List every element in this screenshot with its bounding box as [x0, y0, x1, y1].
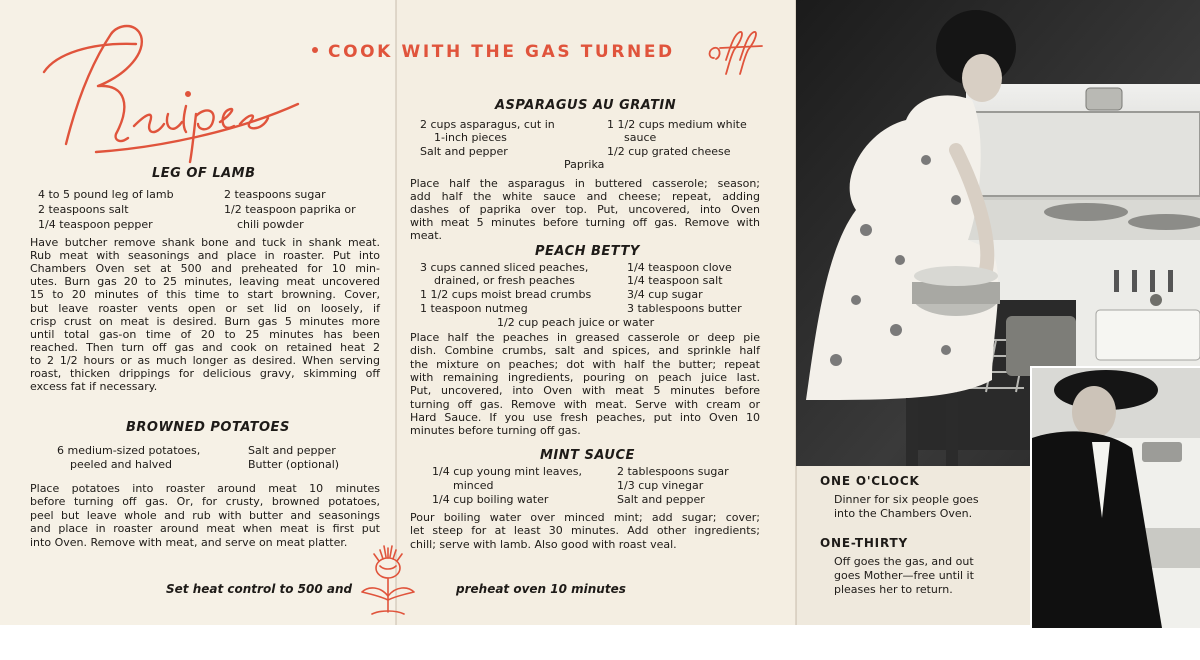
- direction-line: dashes of paprika over top. Put, uncovered, into Oven: [410, 203, 760, 217]
- one-oclock-title: ONE O'CLOCK: [820, 474, 920, 488]
- one-thirty-title: ONE-THIRTY: [820, 536, 908, 550]
- lamb-ingredient: chili powder: [237, 218, 304, 231]
- peach-ingredient: 3 tablespoons butter: [627, 302, 742, 315]
- direction-line: Place half the peaches in greased casserole or deep pie: [410, 331, 760, 344]
- asparagus-ingredient: 1 1/2 cups medium white: [607, 118, 747, 131]
- direction-line: with meat 5 minutes before turning off gas. Remove with: [410, 216, 760, 230]
- direction-line: into Oven. Remove with meat, and serve on meat platter.: [30, 535, 348, 549]
- direction-line: reached. Then turn off gas and cook on retained heat 2: [30, 340, 380, 354]
- mint-ingredient: Salt and pepper: [617, 493, 705, 506]
- peach-ingredient: drained, or fresh peaches: [434, 274, 575, 287]
- direction-line: chill; serve with lamb. Also good with roast veal.: [410, 537, 677, 551]
- flower-ornament-icon: [350, 540, 426, 620]
- footer-right: preheat oven 10 minutes: [456, 582, 626, 596]
- direction-line: let steep for at least 30 minutes. Add other ingredients;: [410, 524, 760, 538]
- direction-line: Rub meat with seasonings and place in roaster. Put into: [30, 249, 380, 263]
- direction-line: turning off gas. Remove with meat. Serve with cream or: [410, 397, 760, 411]
- bullet-dot: [312, 47, 318, 53]
- direction-line: Place potatoes into roaster around meat 10 minutes: [30, 482, 380, 495]
- one-thirty-line: pleases her to return.: [834, 583, 953, 596]
- footer-left: Set heat control to 500 and: [166, 582, 353, 596]
- direction-line: meat.: [410, 229, 443, 243]
- mint-sauce-title: MINT SAUCE: [540, 448, 635, 463]
- asparagus-ingredient: Salt and pepper: [420, 145, 508, 158]
- direction-line: crisp crust on meat is desired. Burn gas 5 minutes more: [30, 314, 380, 328]
- potato-ingredient: 6 medium-sized potatoes,: [57, 444, 201, 457]
- peach-betty-title: PEACH BETTY: [535, 244, 640, 259]
- direction-line: peel but leave whole and rub with butter and seasonings: [30, 508, 380, 522]
- leg-of-lamb-title: LEG OF LAMB: [152, 166, 256, 181]
- direction-line: utes. Burn gas 20 to 25 minutes, leaving meat uncovered: [30, 275, 380, 289]
- asparagus-ingredient: sauce: [624, 131, 657, 144]
- direction-line: add half the white sauce and cheese; repeat, adding: [410, 190, 760, 204]
- potato-ingredient: Butter (optional): [248, 458, 340, 471]
- direction-line: before turning off gas. Or, for crusty, browned potatoes,: [30, 495, 380, 509]
- lamb-ingredient: 2 teaspoons sugar: [224, 188, 326, 201]
- direction-line: minutes before turning off gas.: [410, 424, 581, 438]
- one-thirty-line: goes Mother—free until it: [834, 569, 974, 582]
- asparagus-ingredient: 1/2 cup grated cheese: [607, 145, 731, 158]
- lamb-ingredient: 4 to 5 pound leg of lamb: [38, 188, 174, 201]
- direction-line: with remaining ingredients, pouring on peach juice last.: [410, 370, 760, 384]
- asparagus-title: ASPARAGUS AU GRATIN: [495, 98, 677, 113]
- direction-line: Place half the asparagus in buttered casserole; season;: [410, 177, 760, 190]
- direction-line: and place in roaster around meat when meat is first put: [30, 522, 380, 536]
- inset-photo: [1030, 366, 1200, 628]
- peach-ingredient: 1/4 teaspoon clove: [627, 261, 732, 274]
- mint-ingredient: 1/4 cup boiling water: [432, 493, 549, 506]
- peach-ingredient: 1 1/2 cups moist bread crumbs: [420, 288, 592, 301]
- direction-line: dish. Combine crumbs, salt and spices, and sprinkle half: [410, 344, 760, 358]
- one-thirty-line: Off goes the gas, and out: [834, 555, 974, 568]
- peach-ingredient: 1/4 teaspoon salt: [627, 274, 723, 287]
- mint-ingredient: 1/4 cup young mint leaves,: [432, 465, 582, 478]
- direction-line: excess fat if necessary.: [30, 380, 158, 394]
- asparagus-ingredient: 2 cups asparagus, cut in: [420, 118, 555, 131]
- direction-line: Pour boiling water over minced mint; add sugar; cover;: [410, 511, 760, 524]
- mint-ingredient: 1/3 cup vinegar: [617, 479, 704, 492]
- browned-potatoes-title: BROWNED POTATOES: [126, 420, 290, 435]
- peach-ingredient: 3 cups canned sliced peaches,: [420, 261, 589, 274]
- potato-ingredient: Salt and pepper: [248, 444, 336, 457]
- tagline-text: COOK WITH THE GAS TURNED: [328, 42, 675, 62]
- tagline: [312, 42, 675, 62]
- one-oclock-line: into the Chambers Oven.: [834, 507, 973, 520]
- direction-line: until total gas-on time of 20 to 25 minutes has been: [30, 327, 380, 341]
- direction-line: the mixture on peaches; dot with half the butter; repeat: [410, 357, 760, 371]
- peach-ingredient: 1/2 cup peach juice or water: [497, 316, 655, 329]
- potato-ingredient: peeled and halved: [70, 458, 173, 471]
- direction-line: but leave roaster vents open or set lid on loosely, if: [30, 301, 380, 315]
- lamb-ingredient: 1/2 teaspoon paprika or: [224, 203, 356, 216]
- mint-ingredient: 2 tablespoons sugar: [617, 465, 729, 478]
- direction-line: to 2 1/2 hours or as much longer as desired. When serving: [30, 353, 380, 367]
- peach-ingredient: 1 teaspoon nutmeg: [420, 302, 528, 315]
- direction-line: 15 to 20 minutes of this time to start browning. Cover,: [30, 288, 380, 302]
- mint-ingredient: minced: [453, 479, 494, 492]
- lamb-ingredient: 1/4 teaspoon pepper: [38, 218, 153, 231]
- one-oclock-line: Dinner for six people goes: [834, 493, 979, 506]
- off-script-word: [704, 28, 764, 76]
- direction-line: Put, uncovered, into Oven with meat 5 minutes before: [410, 384, 760, 398]
- asparagus-ingredient: Paprika: [564, 158, 605, 171]
- recipes-script-title: [36, 14, 306, 164]
- direction-line: Hard Sauce. If you use fresh peaches, put into Oven 10: [410, 410, 760, 424]
- lamb-ingredient: 2 teaspoons salt: [38, 203, 129, 216]
- direction-line: Have butcher remove shank bone and tuck in shank meat.: [30, 236, 380, 249]
- fold-line-left: [395, 0, 397, 625]
- peach-ingredient: 3/4 cup sugar: [627, 288, 703, 301]
- direction-line: Chambers Oven set at 500 and preheated for 10 min-: [30, 262, 380, 276]
- asparagus-ingredient: 1-inch pieces: [434, 131, 507, 144]
- direction-line: roast, thicken drippings for delicious gravy, skimming off: [30, 367, 380, 380]
